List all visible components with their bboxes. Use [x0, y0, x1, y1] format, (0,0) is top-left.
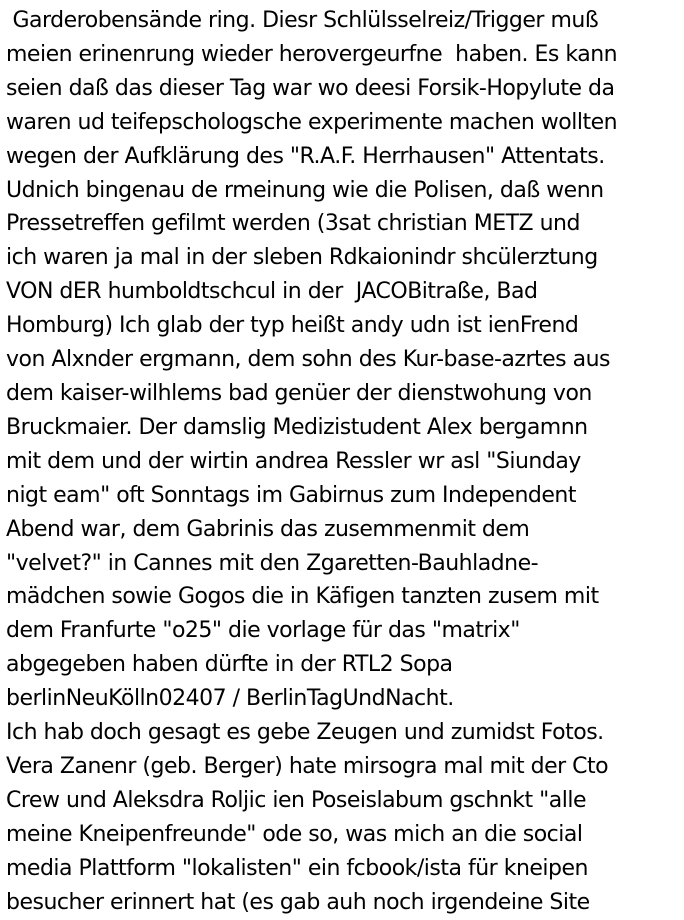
text-line-19: dem Franfurte "o25" die vorlage für das "matrix": [6, 618, 520, 644]
text-line-13: Bruckmaier. Der damslig Medizistudent Alex bergamnn: [6, 414, 588, 440]
text-line-11: von Alxnder ergmann, dem sohn des Kur-base-azrtes aus: [6, 347, 611, 373]
text-line-3: seien daß das dieser Tag war wo deesi Forsik-Hopylute da: [6, 75, 615, 101]
document-body: [6, 4, 682, 919]
text-line-26: media Plattform "lokalisten" ein fcbook/ista für kneipen: [6, 855, 588, 881]
text-line-27: besucher erinnert hat (es gab auh noch irgendeine Site: [6, 889, 590, 915]
text-line-9: VON dER humboldtschcul in der JACOBitraße, Bad: [6, 279, 538, 305]
text-line-21: berlinNeuKölln02407 / BerlinTagUndNacht.: [6, 686, 454, 712]
text-line-15: nigt eam" oft Sonntags im Gabirnus zum Independent: [6, 482, 576, 508]
text-line-5: wegen der Aufklärung des "R.A.F. Herrhausen" Attentats.: [6, 143, 605, 169]
text-line-23: Vera Zanenr (geb. Berger) hate mirsogra mal mit der Cto: [6, 753, 609, 779]
text-line-14: mit dem und der wirtin andrea Ressler wr asl "Siunday: [6, 448, 581, 474]
text-line-16: Abend war, dem Gabrinis das zusemmenmit dem: [6, 516, 530, 542]
text-line-18: mädchen sowie Gogos die in Käfigen tanzten zusem mit: [6, 584, 599, 610]
text-line-1: Garderobensände ring. Diesr Schlülsselreiz/Trigger muß: [6, 8, 599, 33]
text-line-20: abgegeben haben dürfte in der RTL2 Sopa: [6, 652, 453, 678]
text-line-8: ich waren ja mal in der sleben Rdkaionindr shcülerztung: [6, 245, 598, 271]
text-line-10: Homburg) Ich glab der typ heißt andy udn ist ienFrend: [6, 313, 579, 339]
text-line-22: Ich hab doch gesagt es gebe Zeugen und zumidst Fotos.: [6, 720, 604, 746]
text-line-25: meine Kneipenfreunde" ode so, was mich an die social: [6, 821, 583, 847]
text-line-7: Pressetreffen gefilmt werden (3sat christian METZ und: [6, 211, 580, 237]
text-line-2: meien erinenrung wieder herovergeurfne haben. Es kann: [6, 41, 618, 67]
text-line-17: "velvet?" in Cannes mit den Zgaretten-Bauhladne-: [6, 550, 539, 576]
text-line-24: Crew und Aleksdra Roljic ien Poseislabum gschnkt "alle: [6, 787, 587, 813]
text-line-12: dem kaiser-wilhlems bad genüer der dienstwohung von: [6, 380, 592, 406]
text-line-6: Udnich bingenau de rmeinung wie die Polisen, daß wenn: [6, 177, 604, 203]
text-line-4: waren ud teifepschologsche experimente machen wollten: [6, 109, 618, 135]
